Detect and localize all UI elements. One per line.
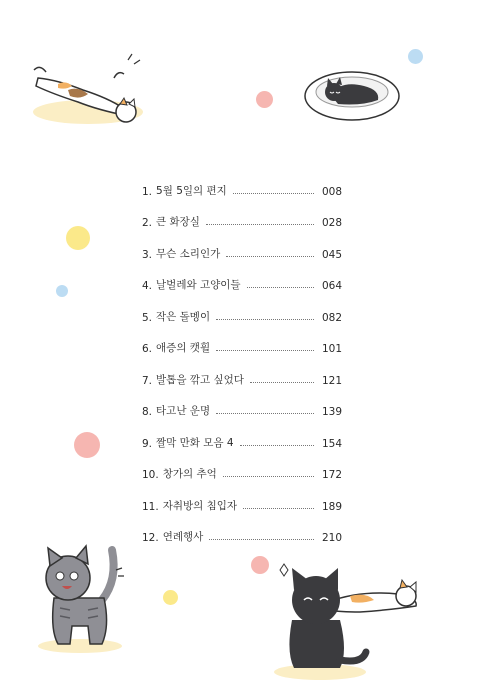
chapter-title: 연례행사 [162,531,204,543]
leader-dots [216,412,314,414]
page-number: 101 [321,343,342,355]
chapter-title: 날벌레와 고양이들 [156,279,241,291]
leader-dots [216,318,314,320]
blue-dot [56,285,68,297]
page-number: 082 [321,311,342,324]
leader-dots [206,223,314,225]
leader-dots [243,507,314,509]
toc-item[interactable] [142,355,342,387]
toc-item[interactable] [142,481,342,513]
chapter-title: 발톱을 깎고 싶었다 [156,373,244,386]
toc-item[interactable] [142,292,342,324]
toc-item[interactable] [142,387,342,419]
toc-item[interactable] [142,261,342,293]
chapter-number: 4. [142,280,153,292]
chapter-number: 2. [142,217,153,229]
chapter-number: 10. [142,469,159,481]
leader-dots [223,475,314,477]
chapter-number: 3. [142,248,153,261]
chapter-title: 창가의 추억 [162,468,217,480]
black-and-calico-cat-illustration [270,560,422,682]
chapter-title: 큰 화장실 [156,216,200,228]
chapter-number: 7. [142,374,153,387]
yellow-dot [66,226,90,250]
chapter-title: 5월 5일의 편지 [156,184,227,197]
leader-dots [216,349,314,351]
toc-item[interactable] [142,418,342,450]
chapter-number: 8. [142,406,153,418]
chapter-number: 12. [142,532,159,544]
stretching-cat-illustration [28,50,143,130]
toc-item[interactable] [142,229,342,261]
page-number: 189 [321,500,342,513]
chapter-title: 타고난 운명 [156,405,211,417]
chapter-title: 무슨 소리인가 [156,247,221,260]
leader-dots [209,538,314,540]
page-number: 154 [321,437,342,450]
toc-item[interactable] [142,513,342,545]
gray-cat-illustration [30,540,130,655]
page-number: 064 [321,280,342,292]
yellow-dot [163,590,178,605]
pink-dot [256,91,273,108]
sleeping-cat-illustration [302,62,402,124]
chapter-number: 9. [142,437,153,450]
toc-item[interactable] [142,450,342,482]
toc-item[interactable] [142,166,342,198]
leader-dots [240,444,314,446]
leader-dots [226,255,314,257]
chapter-title: 짤막 만화 모음 4 [156,436,234,449]
pink-dot [74,432,100,458]
blue-dot [408,49,423,64]
page-number: 139 [321,406,342,418]
chapter-title: 자취방의 침입자 [162,499,238,512]
page-number: 028 [321,217,342,229]
leader-dots [233,192,314,194]
leader-dots [247,286,314,288]
leader-dots [250,381,314,383]
chapter-number: 11. [142,500,159,513]
table-of-contents [142,166,342,544]
chapter-number: 1. [142,185,153,198]
page-number: 045 [321,248,342,261]
page-number: 008 [321,185,342,198]
toc-item[interactable] [142,198,342,230]
chapter-title: 애증의 캣휠 [156,342,211,354]
chapter-title: 작은 돌멩이 [156,310,211,323]
page-number: 210 [321,532,342,544]
chapter-number: 5. [142,311,153,324]
toc-item[interactable] [142,324,342,356]
page-number: 172 [321,469,342,481]
page-number: 121 [321,374,342,387]
pink-dot [251,556,269,574]
chapter-number: 6. [142,343,153,355]
